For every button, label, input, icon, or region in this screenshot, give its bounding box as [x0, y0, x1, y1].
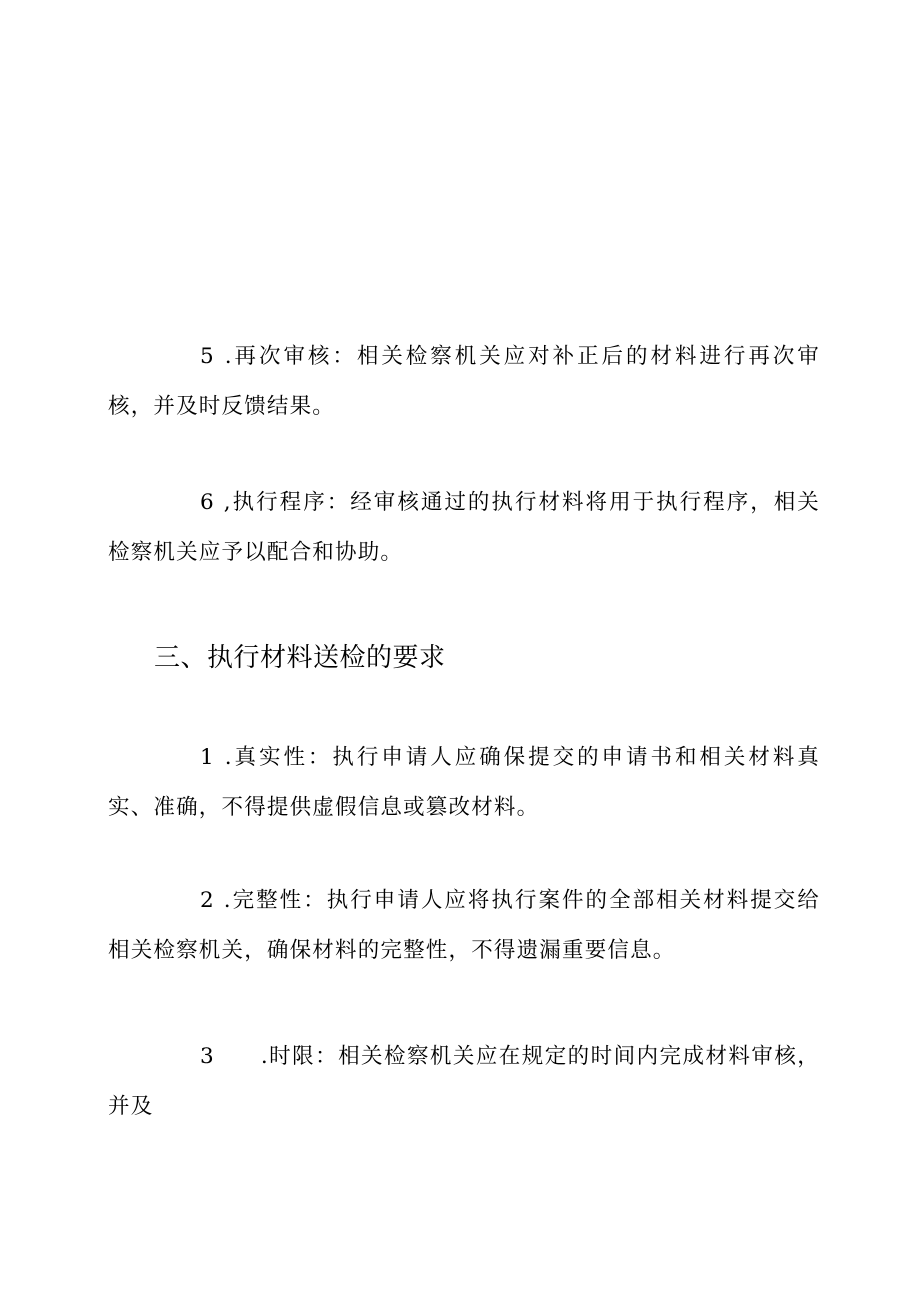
item-number: 1 — [200, 745, 215, 770]
list-item-2 — [108, 876, 820, 976]
item-text: .完整性：执行申请人应将执行案件的全部相关材料提交给相关检察机关，确保材料的完整性，不得遗漏重要信息。 — [108, 888, 820, 963]
section-heading: 三、执行材料送检的要求 — [154, 643, 446, 673]
list-item-6 — [108, 478, 820, 578]
list-item-5 — [108, 332, 820, 432]
item-number: 2 — [200, 888, 215, 913]
item-text: .再次审核：相关检察机关应对补正后的材料进行再次审核，并及时反馈结果。 — [108, 344, 820, 419]
item-number: 5 — [200, 344, 215, 369]
item-text: .时限：相关检察机关应在规定的时间内完成材料审核，并及 — [108, 1044, 820, 1119]
item-text: ,执行程序：经审核通过的执行材料将用于执行程序，相关检察机关应予以配合和协助。 — [108, 490, 820, 565]
list-item-1 — [108, 733, 820, 833]
list-item-3 — [108, 1032, 820, 1132]
item-number: 6 — [200, 490, 215, 515]
item-text: .真实性：执行申请人应确保提交的申请书和相关材料真实、准确，不得提供虚假信息或篡改材料。 — [108, 745, 820, 820]
item-number: 3 — [200, 1044, 215, 1069]
